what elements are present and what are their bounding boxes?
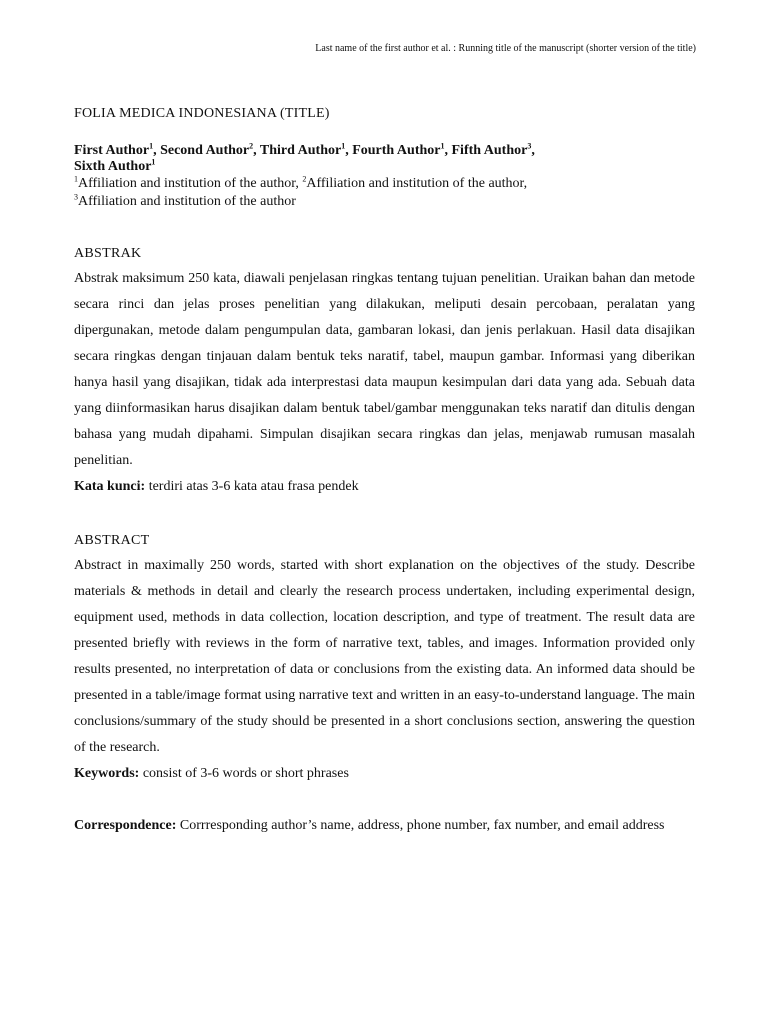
author-affiliation-number: 3 <box>527 141 532 151</box>
author-separator: , <box>444 143 452 158</box>
author-affiliation-number: 1 <box>440 141 445 151</box>
abstrak-heading: ABSTRAK <box>74 246 142 261</box>
correspondence <box>74 813 695 839</box>
keywords-text: consist of 3-6 words or short phrases <box>139 766 349 781</box>
manuscript-title: FOLIA MEDICA INDONESIANA (TITLE) <box>74 106 330 121</box>
abstract-keywords <box>74 761 695 787</box>
affiliation-number: 1 <box>74 174 78 184</box>
abstrak-body: Abstrak maksimum 250 kata, diawali penjelasan ringkas tentang tujuan penelitian. Uraikan bahan dan metode secara rinci dan jelas proses penelitian yang dilakukan, meliputi desain percobaan, peralatan yang dipergunakan, metode dalam pengumpulan data, gambaran lokasi, dan jenis perlakuan. Hasil data disajikan secara ringkas dengan tinjauan dalam bentuk teks naratif, tabel, maupun gambar. Informasi yang diberikan hanya hasil yang disajikan, tidak ada interprestasi data maupun kesimpulan dari data yang ada. Sebuah data yang diinformasikan harus disajikan dalam bentuk tabel/gambar menggunakan teks naratif dan ditulis dengan bahasa yang mudah dipahami. Simpulan disajikan secara ringkas dan jelas, menjawab rumusan masalah penelitian. <box>74 271 695 468</box>
affiliation-number: 3 <box>74 192 78 202</box>
author-name: Second Author <box>160 143 250 158</box>
author-name: Fifth Author <box>451 143 528 158</box>
affiliation-text: Affiliation and institution of the author, <box>306 176 528 191</box>
author-affiliation-number: 2 <box>249 141 254 151</box>
abstrak-keywords <box>74 474 695 500</box>
author-list <box>74 143 695 175</box>
running-header: Last name of the first author et al. : Running title of the manuscript (shorter version of the title) <box>315 43 696 54</box>
correspondence-text: Corrresponding author’s name, address, phone number, fax number, and email address <box>176 818 665 833</box>
affiliation-text: Affiliation and institution of the author <box>78 194 296 209</box>
author-name: Third Author <box>259 143 342 158</box>
abstract-heading: ABSTRACT <box>74 533 150 548</box>
affiliation-list <box>74 175 695 211</box>
author-affiliation-number: 1 <box>149 141 154 151</box>
keywords-text: terdiri atas 3-6 kata atau frasa pendek <box>145 479 359 494</box>
author-separator: , <box>531 143 535 158</box>
affiliation-text: Affiliation and institution of the author, <box>78 176 303 191</box>
keywords-label: Keywords: <box>74 766 140 781</box>
author-name: First Author <box>74 143 150 158</box>
abstract-body: Abstract in maximally 250 words, started with short explanation on the objectives of the study. Describe materials & methods in detail and clearly the research process undertaken, including experimental design, equipment used, methods in data collection, location description, and type of treatment. The result data are presented briefly with reviews in the form of narrative text, tables, and images. Information provided only results presented, no interpretation of data or conclusions from the existing data. An informed data should be presented in a table/image format using narrative text and written in an easy-to-understand language. The main conclusions/summary of the study should be presented in a short conclusions section, answering the question of the research. <box>74 558 695 755</box>
author-separator: , <box>345 143 353 158</box>
correspondence-label: Correspondence: <box>74 818 177 833</box>
author-separator: , <box>253 143 260 158</box>
author-separator: , <box>153 143 161 158</box>
author-affiliation-number: 1 <box>341 141 346 151</box>
author-name: Sixth Author <box>74 159 152 174</box>
affiliation-number: 2 <box>302 174 307 184</box>
author-affiliation-number: 1 <box>151 157 156 167</box>
keywords-label: Kata kunci: <box>74 479 146 494</box>
author-name: Fourth Author <box>352 143 441 158</box>
manuscript-content <box>74 104 695 853</box>
